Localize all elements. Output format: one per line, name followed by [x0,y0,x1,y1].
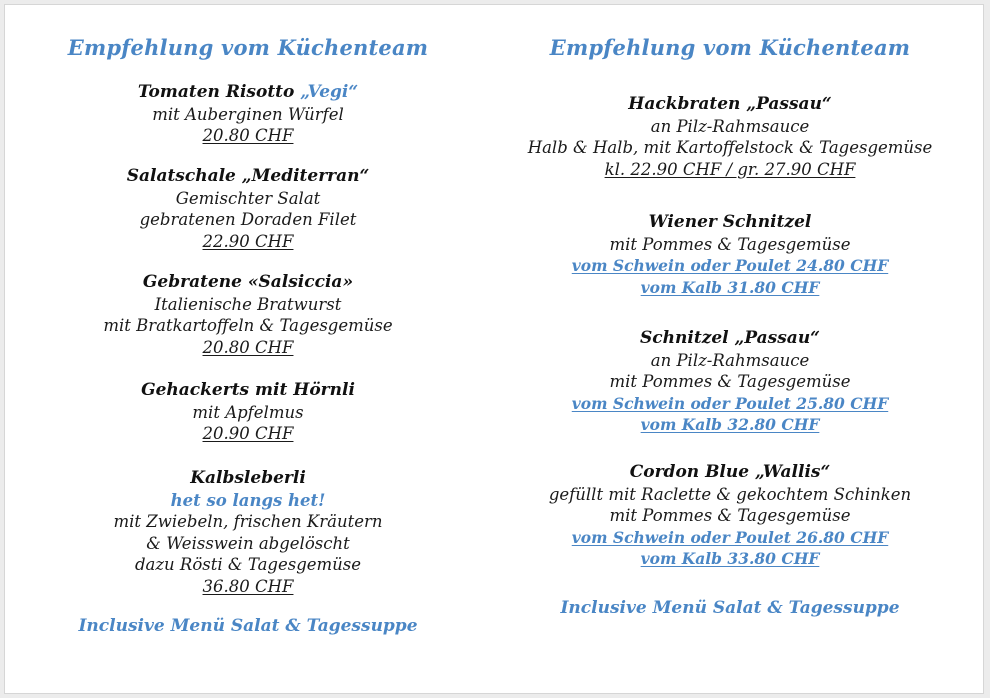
dish-description: Gemischter Salat [175,188,321,208]
dish-name: Cordon Blue „Wallis“ [629,462,831,482]
dish-description: mit Pommes & Tagesgemüse [609,372,851,391]
price-link-kalb[interactable]: vom Kalb 31.80 CHF [640,277,820,297]
dish-hackbraten [499,93,961,180]
dish-description: an Pilz-Rahmsauce [650,350,810,370]
dish-description: mit Bratkartoffeln & Tagesgemüse [103,316,393,335]
dish-salatschale [25,165,471,252]
dish-price: 20.90 CHF [202,424,294,443]
price-link-schwein-poulet[interactable]: vom Schwein oder Poulet 25.80 CHF [571,393,889,413]
right-footer-note: Inclusive Menü Salat & Tagessuppe [560,598,900,618]
dish-description: Italienische Bratwurst [154,294,342,314]
dish-schnitzel-passau [499,327,961,436]
dish-name: Gebratene «Salsiccia» [142,272,354,292]
price-link-schwein-poulet[interactable]: vom Schwein oder Poulet 26.80 CHF [571,527,889,547]
left-heading: Empfehlung vom Küchenteam [67,35,429,60]
dish-description: Halb & Halb, mit Kartoffelstock & Tagesgemüse [527,138,933,157]
dish-name: Schnitzel „Passau“ [640,328,820,348]
dish-description: mit Auberginen Würfel [152,104,344,124]
dish-tomaten-risotto [25,81,471,147]
dish-name: Tomaten Risotto [137,82,301,102]
dish-salsiccia [25,271,471,358]
dish-description: an Pilz-Rahmsauce [650,116,810,136]
dish-description: & Weisswein abgelöscht [146,533,350,553]
dish-description: mit Pommes & Tagesgemüse [609,234,851,254]
dish-name: Kalbsleberli [190,468,306,488]
left-footer-note: Inclusive Menü Salat & Tagessuppe [78,616,418,636]
dish-description: mit Pommes & Tagesgemüse [609,506,851,525]
dish-name: Salatschale „Mediterran“ [126,166,370,186]
right-heading: Empfehlung vom Küchenteam [549,35,911,60]
dish-price: 36.80 CHF [202,576,294,596]
price-link-kalb[interactable]: vom Kalb 32.80 CHF [640,415,820,434]
dish-name: Gehackerts mit Hörnli [141,380,355,400]
dish-tag: „Vegi“ [300,82,359,102]
dish-gehackerts [25,379,471,445]
dish-wiener-schnitzel [499,211,961,298]
dish-price: 22.90 CHF [202,231,294,251]
menu-page [4,4,984,694]
dish-description: mit Apfelmus [192,402,304,422]
dish-description: mit Zwiebeln, frischen Kräutern [113,512,383,531]
dish-price: 20.80 CHF [202,126,294,145]
dish-kalbsleberli [25,467,471,597]
dish-description: gebratenen Doraden Filet [139,210,357,229]
dish-cordon-blue [499,461,961,570]
dish-subtitle: het so langs het! [170,490,326,510]
dish-description: dazu Rösti & Tagesgemüse [134,555,362,574]
dish-description: gefüllt mit Raclette & gekochtem Schinken [548,484,912,504]
dish-name: Hackbraten „Passau“ [628,94,832,114]
price-link-kalb[interactable]: vom Kalb 33.80 CHF [640,549,820,568]
dish-name: Wiener Schnitzel [648,212,812,232]
dish-price: kl. 22.90 CHF / gr. 27.90 CHF [604,159,856,179]
price-link-schwein-poulet[interactable]: vom Schwein oder Poulet 24.80 CHF [571,256,889,275]
dish-price: 20.80 CHF [202,337,294,357]
